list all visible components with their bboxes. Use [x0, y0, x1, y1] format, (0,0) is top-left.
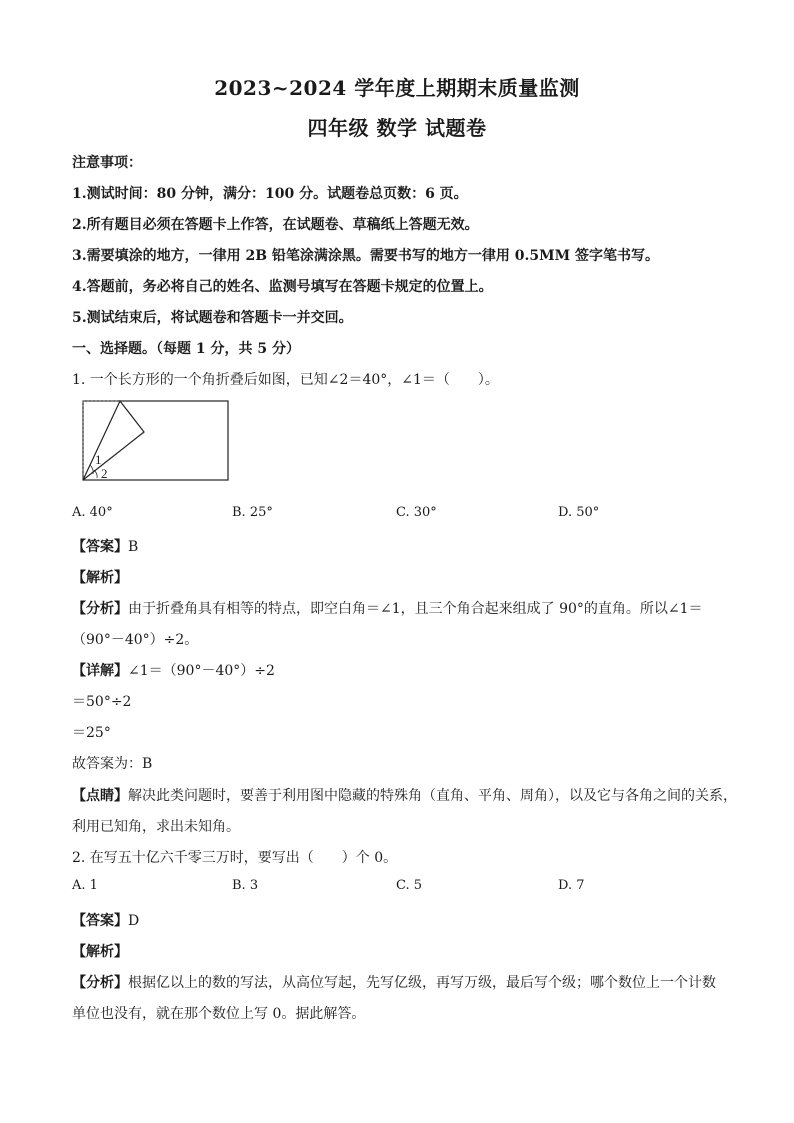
q2-fenxi	[72, 972, 716, 992]
q1-conclusion: 故答案为：B	[72, 756, 153, 772]
answer-tag: 【答案】	[72, 539, 128, 555]
q1-stem: 1. 一个长方形的一个角折叠后如图，已知∠2＝40°，∠1＝（ ）。	[72, 372, 499, 388]
q1-option-b: B. 25°	[232, 505, 273, 520]
q2-fenxi-cont: 单位也没有，就在那个数位上写 0。据此解答。	[72, 1006, 366, 1022]
q2-option-d: D. 7	[558, 878, 585, 893]
q2-option-b: B. 3	[232, 878, 259, 893]
q2-stem: 2. 在写五十亿六千零三万时，要写出（ ）个 0。	[72, 850, 398, 866]
notes-heading: 注意事项：	[72, 155, 142, 171]
dianjing-tag: 【点睛】	[72, 788, 128, 804]
fenxi-text: 根据亿以上的数的写法，从高位写起，先写亿级，再写万级，最后写个级；哪个数位上一个计数	[128, 975, 716, 991]
fenxi-text: 由于折叠角具有相等的特点，即空白角＝∠1，且三个角合起来组成了 90°的直角。所以∠1＝	[128, 601, 703, 617]
q1-option-c: C. 30°	[396, 505, 437, 520]
answer-value: B	[128, 539, 139, 555]
q1-step-3: ＝25°	[72, 725, 111, 741]
folded-rectangle-figure	[80, 398, 232, 484]
q1-fenxi-cont: （90°－40°）÷2。	[72, 632, 199, 648]
answer-tag: 【答案】	[72, 913, 128, 929]
note-item-3: 3.需要填涂的地方，一律用 2B 铅笔涂满涂黑。需要书写的地方一律用 0.5MM 签字笔书写。	[72, 248, 660, 264]
q2-analysis-tag: 【解析】	[72, 944, 128, 960]
dianjing-text: 解决此类问题时，要善于利用图中隐藏的特殊角（直角、平角、周角），以及它与各角之间的关系，	[128, 788, 737, 804]
xiangjie-text: ∠1＝（90°－40°）÷2	[128, 663, 275, 679]
note-item-4: 4.答题前，务必将自己的姓名、监测号填写在答题卡规定的位置上。	[72, 279, 493, 295]
q1-answer	[72, 536, 138, 556]
note-item-1: 1.测试时间：80 分钟，满分：100 分。试题卷总页数：6 页。	[72, 186, 468, 202]
fenxi-tag: 【分析】	[72, 601, 128, 617]
q1-fenxi	[72, 598, 703, 618]
exam-title: 2023~2024 学年度上期期末质量监测	[214, 76, 580, 100]
q1-option-a: A. 40°	[72, 505, 113, 520]
q2-answer	[72, 910, 139, 930]
q1-option-d: D. 50°	[558, 505, 600, 520]
q1-analysis-tag: 【解析】	[72, 570, 128, 586]
note-item-2: 2.所有题目必须在答题卡上作答，在试题卷、草稿纸上答题无效。	[72, 217, 479, 233]
q2-option-c: C. 5	[396, 878, 423, 893]
angle-label-2: 2	[101, 466, 108, 481]
section-heading: 一、选择题。（每题 1 分，共 5 分）	[72, 341, 300, 357]
fenxi-tag: 【分析】	[72, 975, 128, 991]
xiangjie-tag: 【详解】	[72, 663, 128, 679]
answer-value: D	[128, 913, 140, 929]
note-item-5: 5.测试结束后，将试题卷和答题卡一并交回。	[72, 310, 353, 326]
q1-step-2: ＝50°÷2	[72, 694, 132, 710]
q2-option-a: A. 1	[72, 878, 98, 893]
q1-dianjing-cont: 利用已知角，求出未知角。	[72, 819, 240, 835]
exam-subtitle: 四年级 数学 试题卷	[307, 116, 487, 140]
q1-xiangjie	[72, 660, 275, 680]
angle-label-1: 1	[95, 452, 102, 467]
q1-dianjing	[72, 785, 737, 805]
